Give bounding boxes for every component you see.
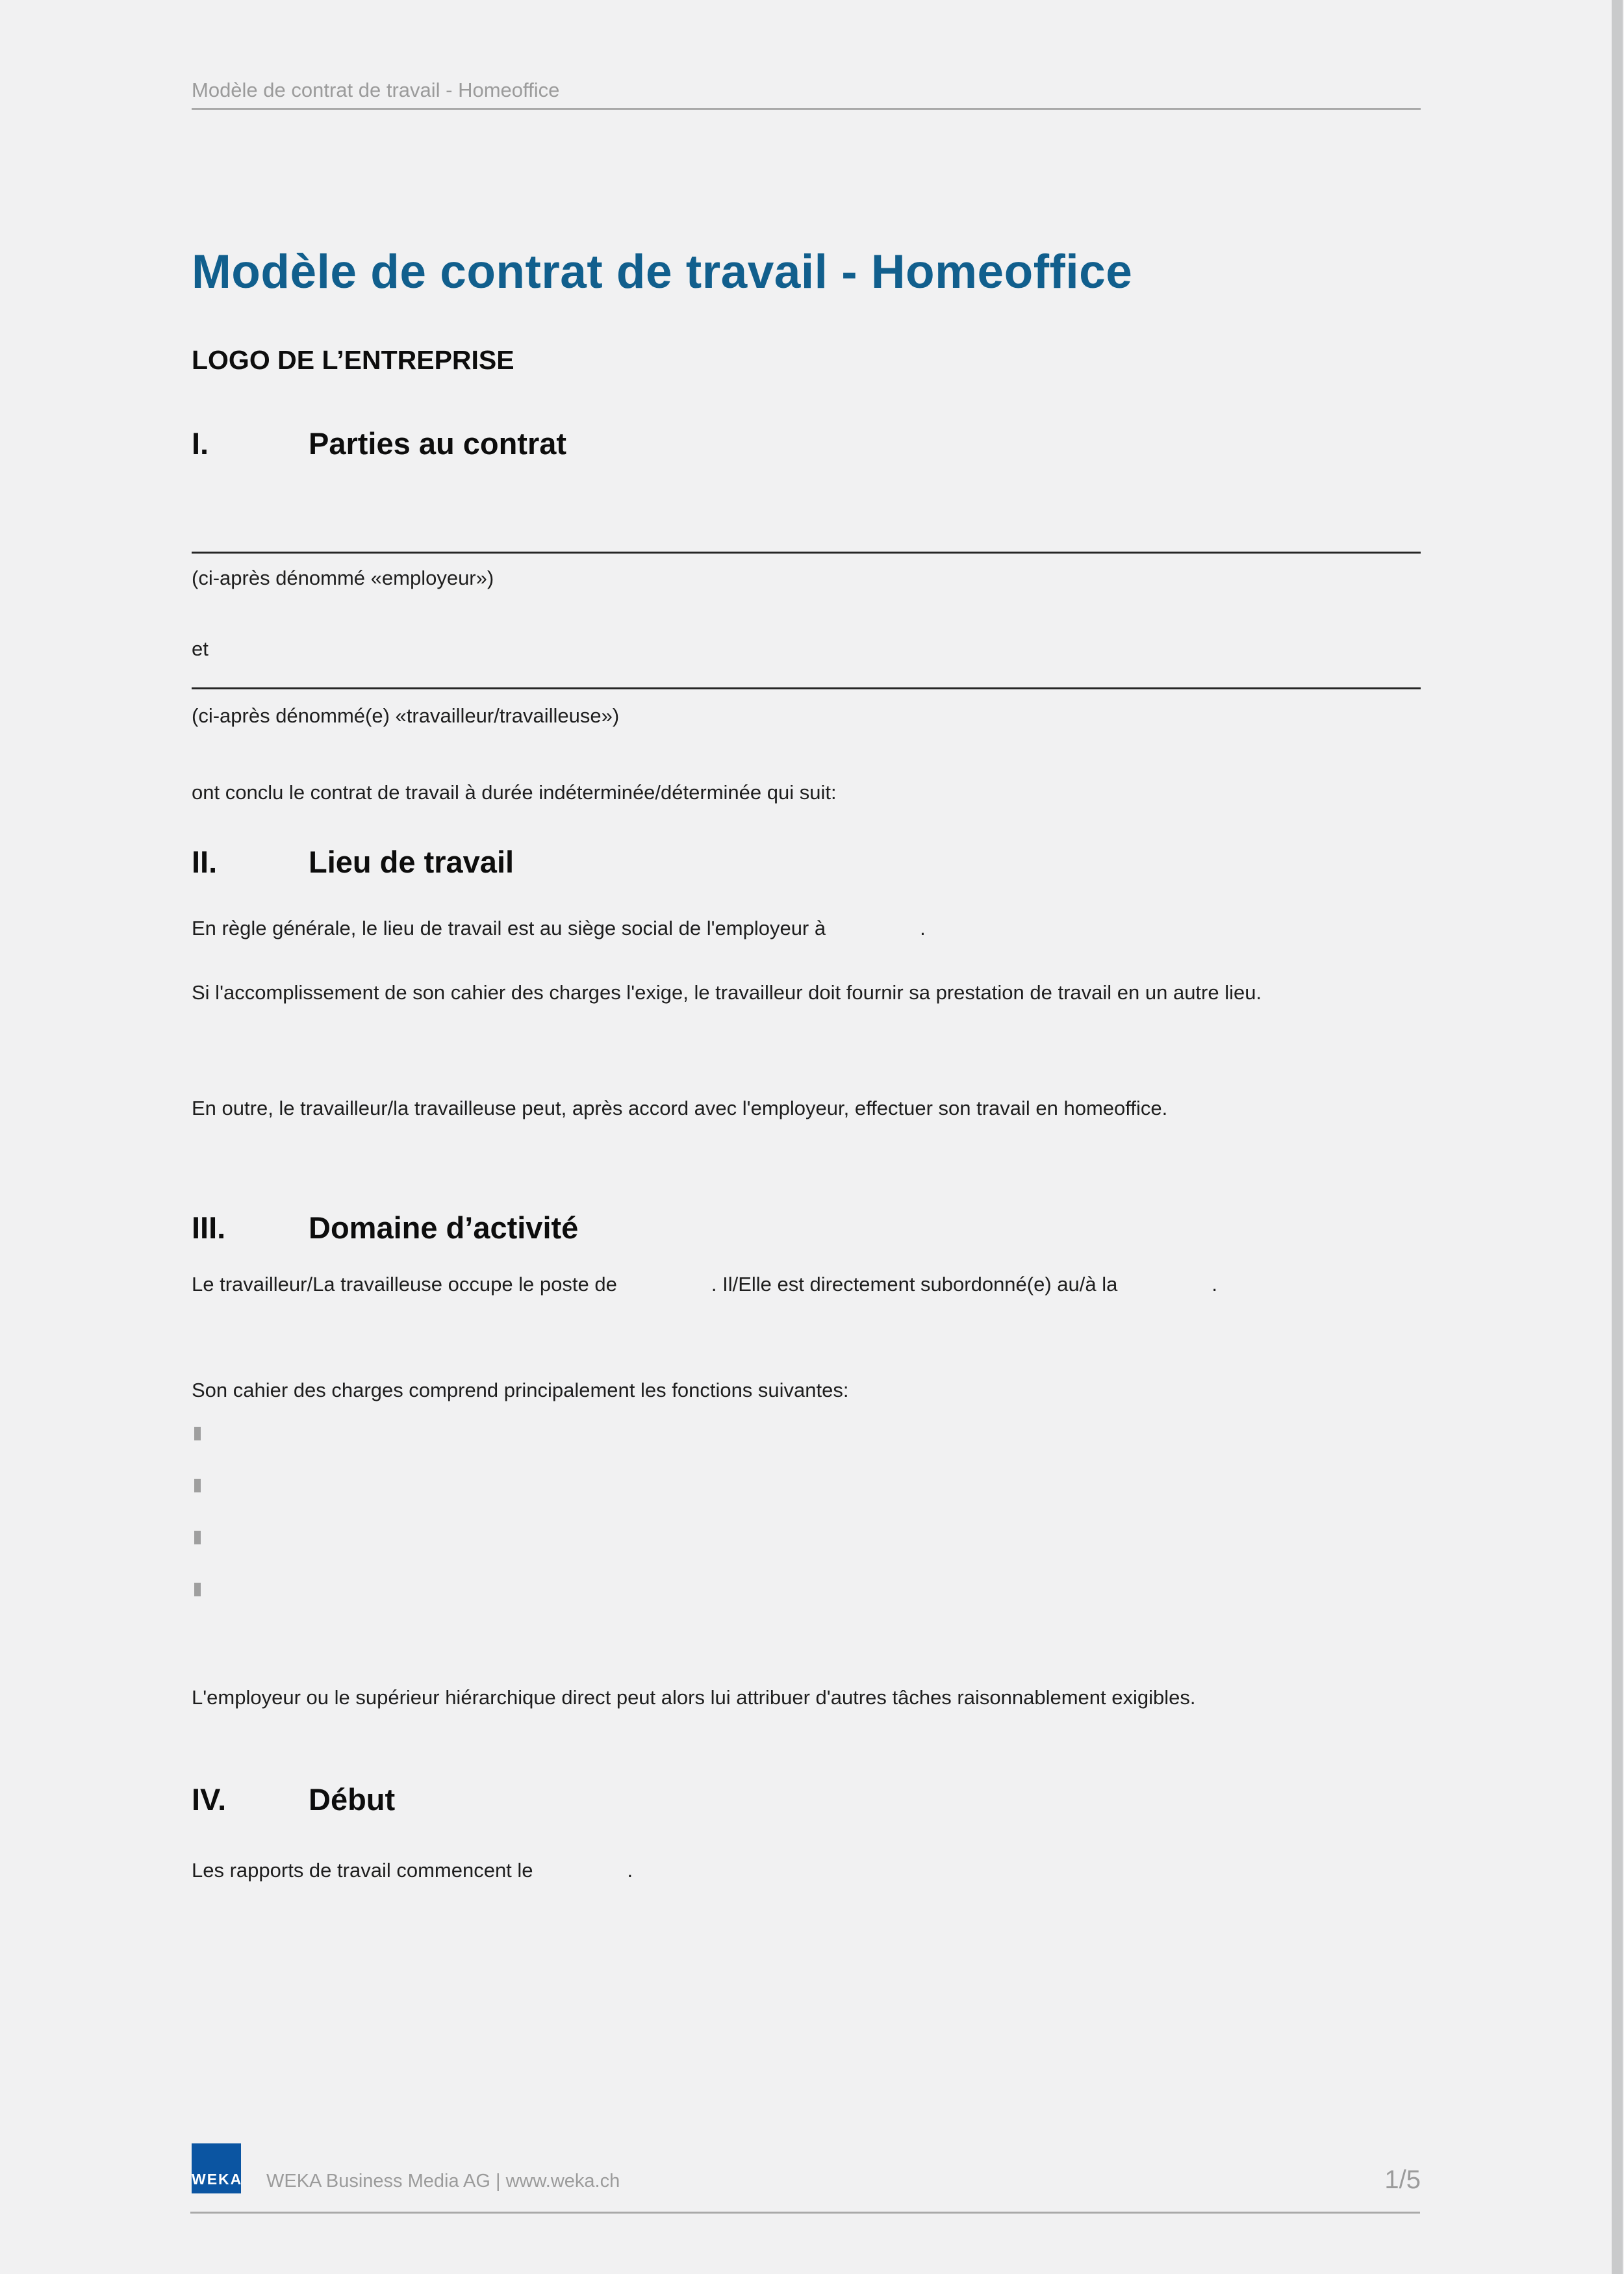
scrollbar-track[interactable] — [1612, 0, 1623, 2274]
company-logo-placeholder: LOGO DE L’ENTREPRISE — [192, 345, 514, 375]
running-header-title: Modèle de contrat de travail - Homeoffice — [192, 79, 560, 101]
blank-field — [1117, 1290, 1212, 1291]
section-1-number: I. — [192, 426, 209, 461]
section-4-title: Début — [309, 1782, 396, 1817]
section-3-number: III. — [192, 1210, 226, 1245]
list-item — [192, 1427, 1421, 1479]
header-divider-line — [192, 108, 1421, 110]
conjunction-et: et — [192, 637, 209, 660]
worker-fill-in-line — [192, 687, 1421, 689]
duties-bullet-list — [192, 1427, 1421, 1635]
activity-p1-text: Le travailleur/La travailleuse occupe le poste de — [192, 1273, 617, 1296]
blank-field — [533, 1876, 628, 1877]
section-3-heading — [192, 1210, 1421, 1246]
list-item — [192, 1479, 1421, 1531]
square-bullet-icon — [194, 1531, 201, 1544]
duties-intro-text: Son cahier des charges comprend principalement les fonctions suivantes: — [192, 1379, 849, 1401]
contract-conclusion-text: ont conclu le contrat de travail à durée indéterminée/déterminée qui suit: — [192, 781, 837, 804]
section-2-title: Lieu de travail — [309, 845, 514, 879]
list-item — [192, 1531, 1421, 1583]
square-bullet-icon — [194, 1479, 201, 1492]
employer-fill-in-line — [192, 552, 1421, 554]
page-number: 1/5 — [1384, 2165, 1421, 2194]
weka-logo-text: WEKA — [192, 2171, 243, 2188]
activity-paragraph-1 — [192, 1266, 1421, 1303]
section-1-title: Parties au contrat — [309, 426, 567, 461]
workplace-paragraph-1 — [192, 910, 1421, 947]
section-2-number: II. — [192, 845, 218, 879]
blank-field — [826, 934, 920, 935]
employer-designation-note: (ci-après dénommé «employeur») — [192, 567, 494, 589]
section-4-heading — [192, 1782, 1421, 1817]
square-bullet-icon — [194, 1583, 201, 1596]
start-date-period: . — [627, 1859, 633, 1882]
workplace-p1-text: En règle générale, le lieu de travail est au siège social de l'employeur à — [192, 917, 826, 939]
workplace-paragraph-2: Si l'accomplissement de son cahier des charges l'exige, le travailleur doit fournir sa prestation de travail en un autre lieu. — [192, 981, 1262, 1004]
worker-designation-note: (ci-après dénommé(e) «travailleur/travailleuse») — [192, 704, 620, 727]
page-indicator-wrap — [192, 2165, 1421, 2195]
start-date-paragraph — [192, 1852, 1421, 1889]
page-title: Modèle de contrat de travail - Homeoffice — [192, 246, 1133, 298]
workplace-paragraph-3: En outre, le travailleur/la travailleuse peut, après accord avec l'employeur, effectuer son travail en homeoffice. — [192, 1097, 1168, 1119]
activity-p1-period: . — [1212, 1273, 1217, 1296]
section-3-title: Domaine d’activité — [309, 1210, 579, 1245]
activity-p1-mid-text: . Il/Elle est directement subordonné(e) au/à la — [711, 1273, 1118, 1296]
footer-divider-line — [190, 2212, 1420, 2214]
workplace-p1-period: . — [920, 917, 926, 939]
list-item — [192, 1583, 1421, 1635]
blank-field — [617, 1290, 711, 1291]
footer-company-line: WEKA Business Media AG | www.weka.ch — [266, 2171, 620, 2191]
other-tasks-paragraph: L'employeur ou le supérieur hiérarchique direct peut alors lui attribuer d'autres tâches raisonnablement exigibles. — [192, 1686, 1196, 1709]
section-1-heading — [192, 426, 1421, 461]
square-bullet-icon — [194, 1427, 201, 1440]
section-2-heading — [192, 844, 1421, 880]
start-date-text: Les rapports de travail commencent le — [192, 1859, 533, 1882]
section-4-number: IV. — [192, 1782, 227, 1817]
